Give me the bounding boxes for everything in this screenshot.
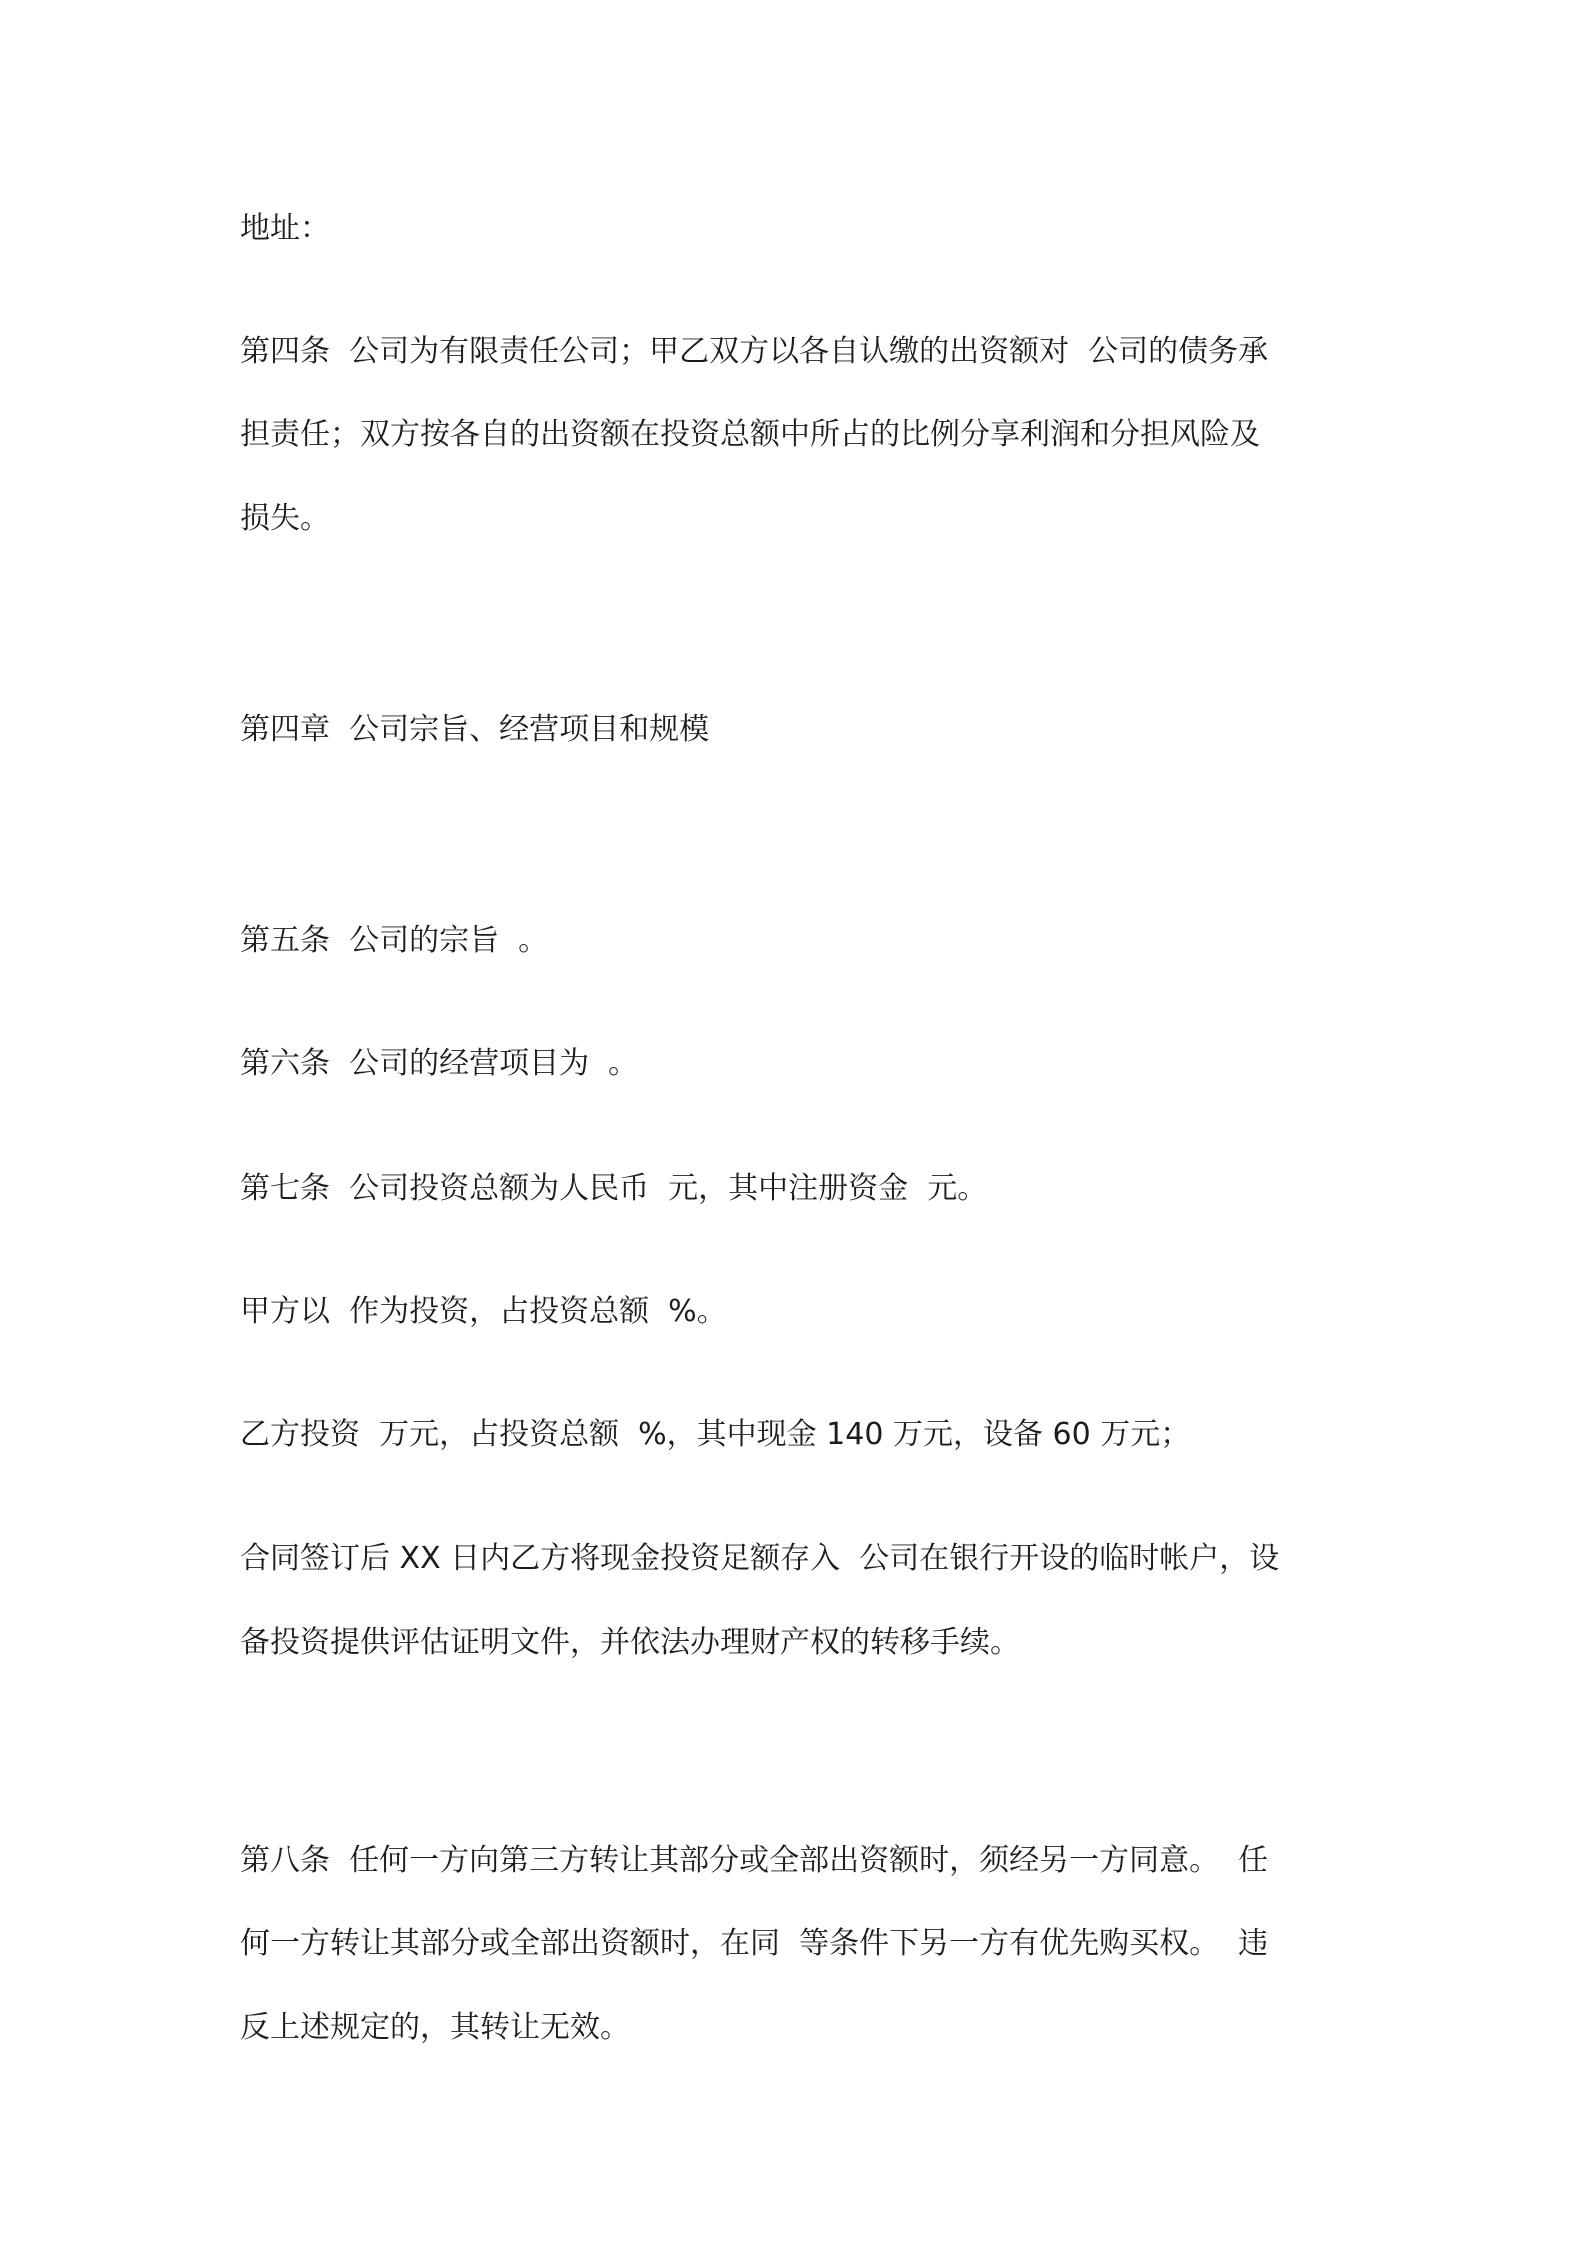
article-8-line-1: 第八条 任何一方向第三方转让其部分或全部出资额时，须经另一方同意。 任 — [240, 1843, 1269, 1878]
article-4-line-3: 损失。 — [240, 501, 330, 536]
article-8-line-2: 何一方转让其部分或全部出资额时，在同 等条件下另一方有优先购买权。 违 — [240, 1926, 1269, 1961]
party-b-investment-line: 乙方投资 万元，占投资总额 %，其中现金 140 万元，设备 60 万元； — [240, 1417, 1191, 1452]
article-6-line: 第六条 公司的经营项目为 。 — [240, 1046, 639, 1081]
article-7-line: 第七条 公司投资总额为人民币 元，其中注册资金 元。 — [240, 1171, 988, 1206]
deposit-clause-line-1: 合同签订后 XX 日内乙方将现金投资足额存入 公司在银行开设的临时帐户，设 — [240, 1541, 1280, 1576]
deposit-clause-line-2: 备投资提供评估证明文件，并依法办理财产权的转移手续。 — [240, 1625, 1020, 1660]
chapter-4-heading: 第四章 公司宗旨、经营项目和规模 — [240, 712, 710, 747]
address-line: 地址： — [240, 211, 330, 246]
article-4-line-1: 第四条 公司为有限责任公司；甲乙双方以各自认缴的出资额对 公司的债务承 — [240, 334, 1269, 369]
article-8-line-3: 反上述规定的，其转让无效。 — [240, 2010, 630, 2045]
article-4-line-2: 担责任；双方按各自的出资额在投资总额中所占的比例分享利润和分担风险及 — [240, 417, 1260, 452]
article-5-line: 第五条 公司的宗旨 。 — [240, 923, 549, 958]
party-a-investment-line: 甲方以 作为投资，占投资总额 %。 — [240, 1294, 727, 1329]
